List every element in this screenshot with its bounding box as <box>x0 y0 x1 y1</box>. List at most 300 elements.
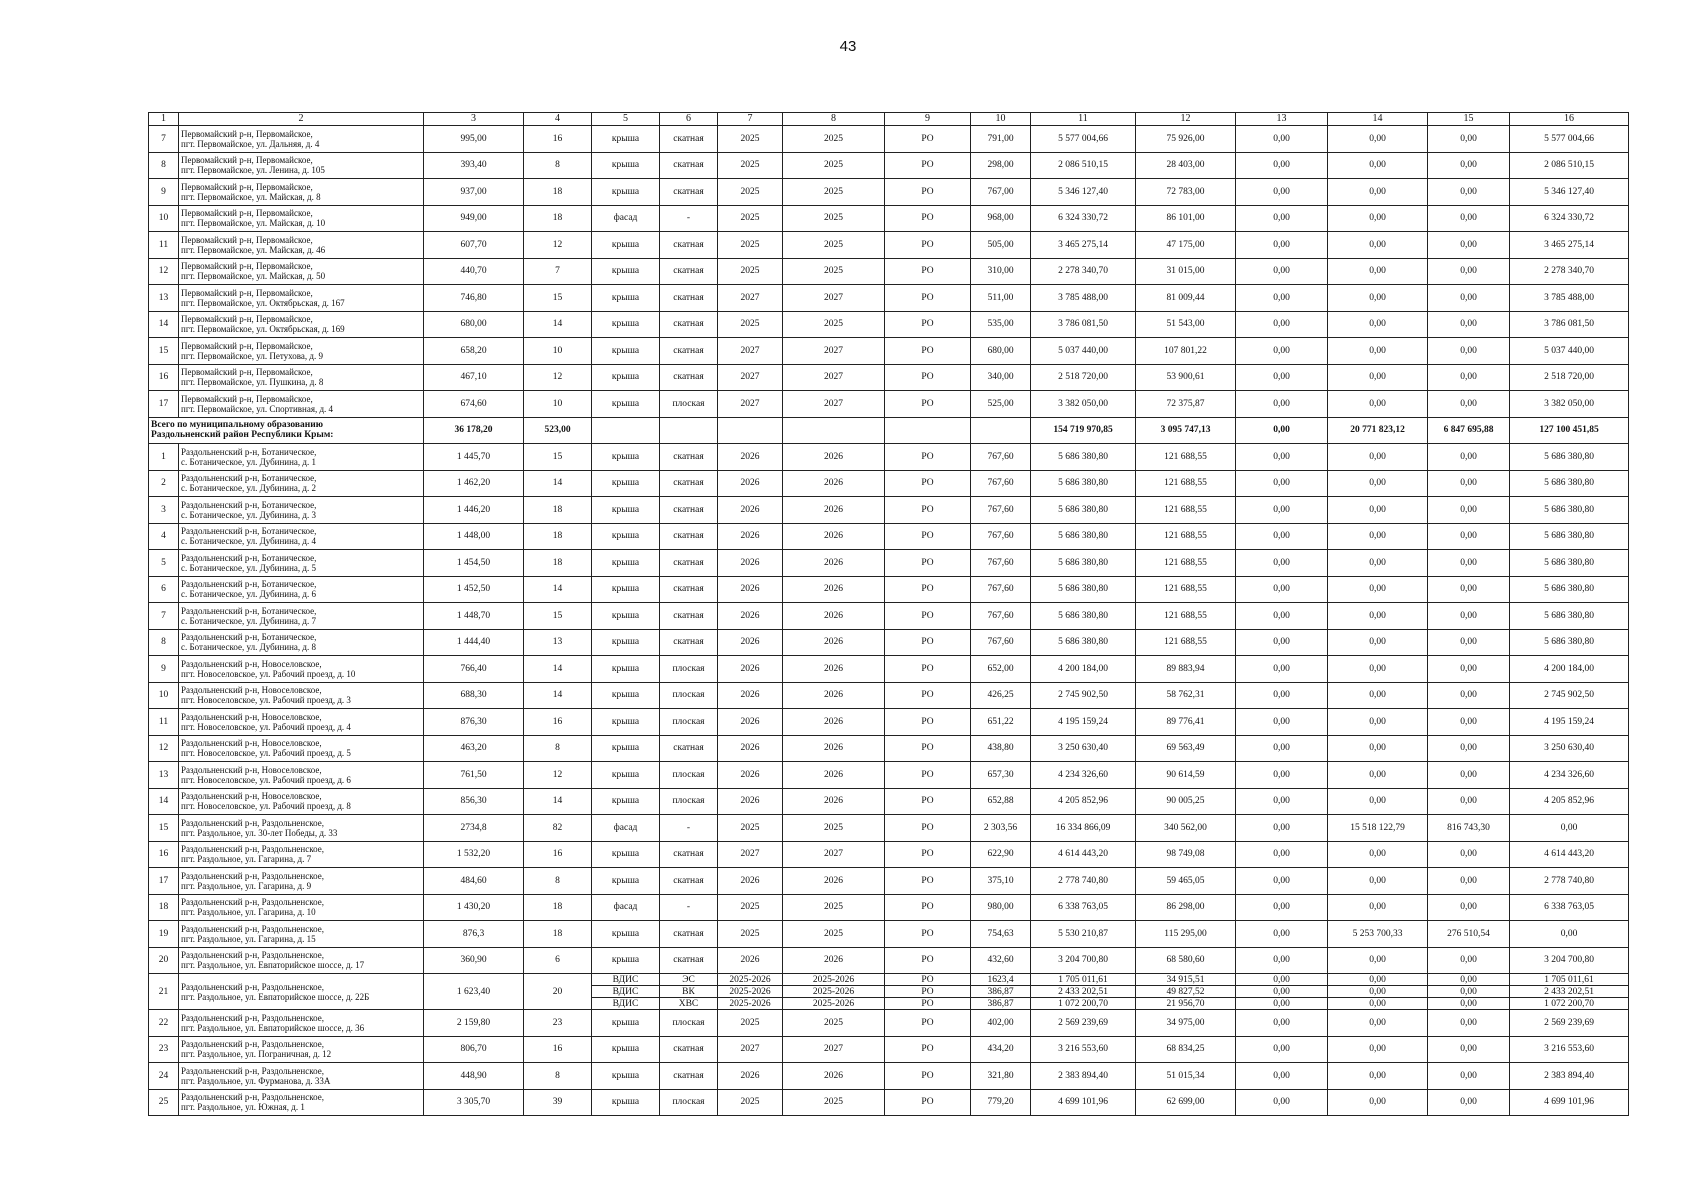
fund-local-cell: 0,00 <box>1428 523 1510 550</box>
fund-owners-cell: 3 785 488,00 <box>1510 285 1629 312</box>
residents-cell: 18 <box>524 523 592 550</box>
year-end-cell: 2026 <box>783 550 885 577</box>
fund-owners-cell: 3 786 081,50 <box>1510 311 1629 338</box>
cost-unit-cell: 121 688,55 <box>1136 629 1236 656</box>
executor-cell: РО <box>885 205 971 232</box>
table-row <box>149 1063 1629 1090</box>
address-line: с. Ботаническое, ул. Дубинина, д. 3 <box>181 509 317 520</box>
work-type-cell: крыша <box>592 258 660 285</box>
year-start-cell: 2026 <box>718 629 783 656</box>
row-number: 17 <box>149 391 179 418</box>
work-type-cell: крыша <box>592 629 660 656</box>
fund-regional-cell: 0,00 <box>1328 1089 1428 1116</box>
total-empty-cell <box>592 417 660 444</box>
column-number: 7 <box>718 113 783 126</box>
capital-repair-table <box>148 112 1629 1116</box>
residents-cell: 14 <box>524 682 592 709</box>
residents-cell: 8 <box>524 735 592 762</box>
roof-type-cell: плоская <box>660 762 718 789</box>
table-row <box>149 152 1629 179</box>
address-line: пгт. Первомайское, ул. Майская, д. 8 <box>181 191 321 202</box>
fund-regional-cell: 0,00 <box>1328 868 1428 895</box>
fund-local-cell: 0,00 <box>1428 788 1510 815</box>
executor-cell: РО <box>885 986 971 998</box>
work-type-cell: крыша <box>592 311 660 338</box>
fund-owners-cell: 0,00 <box>1510 921 1629 948</box>
area-cell: 2 159,80 <box>424 1010 524 1037</box>
residents-cell: 15 <box>524 603 592 630</box>
table-row <box>149 232 1629 259</box>
executor-cell: РО <box>885 998 971 1010</box>
executor-cell: РО <box>885 1063 971 1090</box>
roof-type-cell: скатная <box>660 523 718 550</box>
volume-cell: 402,00 <box>971 1010 1031 1037</box>
fund-owners-cell: 3 204 700,80 <box>1510 947 1629 974</box>
address-cell <box>179 894 424 921</box>
roof-type-cell: скатная <box>660 258 718 285</box>
fund-owners-cell: 5 686 380,80 <box>1510 444 1629 471</box>
row-number: 4 <box>149 523 179 550</box>
address-line: Первомайский р-н, Первомайское, <box>181 181 313 192</box>
fund-owners-cell: 2 778 740,80 <box>1510 868 1629 895</box>
work-type-cell: ВДИС <box>592 974 660 986</box>
fund-local-cell: 0,00 <box>1428 709 1510 736</box>
year-end-cell: 2025 <box>783 126 885 153</box>
fund-regional-cell: 0,00 <box>1328 1010 1428 1037</box>
total-empty-cell <box>971 417 1031 444</box>
fund-owners-cell: 2 383 894,40 <box>1510 1063 1629 1090</box>
fund-local-cell: 0,00 <box>1428 179 1510 206</box>
fund-federal-cell: 0,00 <box>1236 709 1328 736</box>
roof-type-cell: плоская <box>660 656 718 683</box>
row-number: 14 <box>149 311 179 338</box>
work-type-cell: крыша <box>592 179 660 206</box>
row-number: 18 <box>149 894 179 921</box>
year-start-cell: 2027 <box>718 841 783 868</box>
year-end-cell: 2025 <box>783 894 885 921</box>
fund-regional-cell: 0,00 <box>1328 285 1428 312</box>
fund-owners-cell: 3 250 630,40 <box>1510 735 1629 762</box>
area-cell: 674,60 <box>424 391 524 418</box>
cost-total-cell: 2 569 239,69 <box>1031 1010 1136 1037</box>
table-row <box>149 523 1629 550</box>
address-line: пгт. Раздольное, ул. 30-лет Победы, д. 33 <box>181 827 338 838</box>
roof-type-cell: - <box>660 894 718 921</box>
fund-regional-cell: 0,00 <box>1328 998 1428 1010</box>
address-line: Раздольненский р-н, Ботаническое, <box>181 446 317 457</box>
area-cell: 688,30 <box>424 682 524 709</box>
year-start-cell: 2025-2026 <box>718 974 783 986</box>
residents-cell: 14 <box>524 656 592 683</box>
fund-owners-cell: 2 569 239,69 <box>1510 1010 1629 1037</box>
roof-type-cell: скатная <box>660 497 718 524</box>
year-start-cell: 2025-2026 <box>718 998 783 1010</box>
executor-cell: РО <box>885 894 971 921</box>
fund-local-cell: 0,00 <box>1428 629 1510 656</box>
fund-regional-cell: 0,00 <box>1328 629 1428 656</box>
fund-owners-cell: 2 433 202,51 <box>1510 986 1629 998</box>
residents-cell: 16 <box>524 841 592 868</box>
work-type-cell: крыша <box>592 470 660 497</box>
address-line: пгт. Раздольное, ул. Гагарина, д. 7 <box>181 854 312 865</box>
address-cell <box>179 947 424 974</box>
year-start-cell: 2025 <box>718 1010 783 1037</box>
volume-cell: 767,60 <box>971 523 1031 550</box>
address-line: пгт. Первомайское, ул. Октябрьская, д. 169 <box>181 324 345 335</box>
residents-cell: 8 <box>524 868 592 895</box>
volume-cell: 652,88 <box>971 788 1031 815</box>
executor-cell: РО <box>885 444 971 471</box>
year-end-cell: 2027 <box>783 391 885 418</box>
address-cell <box>179 576 424 603</box>
cost-unit-cell: 51 015,34 <box>1136 1063 1236 1090</box>
year-end-cell: 2025-2026 <box>783 998 885 1010</box>
residents-cell: 18 <box>524 921 592 948</box>
roof-type-cell: плоская <box>660 391 718 418</box>
address-line: пгт. Новоселовское, ул. Рабочий проезд, д. 3 <box>181 695 351 706</box>
fund-federal-cell: 0,00 <box>1236 470 1328 497</box>
fund-federal-cell: 0,00 <box>1236 576 1328 603</box>
area-cell: 1 444,40 <box>424 629 524 656</box>
column-number: 11 <box>1031 113 1136 126</box>
fund-local-cell: 0,00 <box>1428 894 1510 921</box>
volume-cell: 426,25 <box>971 682 1031 709</box>
volume-cell: 321,80 <box>971 1063 1031 1090</box>
cost-total-cell: 4 614 443,20 <box>1031 841 1136 868</box>
work-type-cell: крыша <box>592 126 660 153</box>
residents-cell: 8 <box>524 1063 592 1090</box>
row-number: 3 <box>149 497 179 524</box>
roof-type-cell: - <box>660 205 718 232</box>
year-start-cell: 2027 <box>718 391 783 418</box>
cost-unit-cell: 62 699,00 <box>1136 1089 1236 1116</box>
total-empty-cell <box>885 417 971 444</box>
work-type-cell: крыша <box>592 656 660 683</box>
area-cell: 1 452,50 <box>424 576 524 603</box>
total-empty-cell <box>718 417 783 444</box>
cost-total-cell: 5 686 380,80 <box>1031 603 1136 630</box>
address-line: пгт. Первомайское, ул. Майская, д. 10 <box>181 218 326 229</box>
address-line: Раздольненский р-н, Новоселовское, <box>181 791 322 802</box>
fund-regional-cell: 0,00 <box>1328 364 1428 391</box>
cost-unit-cell: 90 005,25 <box>1136 788 1236 815</box>
volume-cell: 622,90 <box>971 841 1031 868</box>
fund-regional-cell: 0,00 <box>1328 841 1428 868</box>
address-line: Первомайский р-н, Первомайское, <box>181 340 313 351</box>
address-line: Раздольненский р-н, Раздольненское, <box>181 923 324 934</box>
fund-owners-cell: 1 072 200,70 <box>1510 998 1629 1010</box>
address-line: Раздольненский р-н, Ботаническое, <box>181 605 317 616</box>
area-cell: 949,00 <box>424 205 524 232</box>
row-number: 1 <box>149 444 179 471</box>
year-start-cell: 2026 <box>718 444 783 471</box>
year-end-cell: 2026 <box>783 788 885 815</box>
work-type-cell: крыша <box>592 444 660 471</box>
fund-owners-cell: 5 686 380,80 <box>1510 550 1629 577</box>
address-line: Раздольненский р-н, Новоселовское, <box>181 685 322 696</box>
table-row <box>149 921 1629 948</box>
fund-federal-cell: 0,00 <box>1236 603 1328 630</box>
work-type-cell: крыша <box>592 364 660 391</box>
column-number: 16 <box>1510 113 1629 126</box>
fund-local-cell: 0,00 <box>1428 868 1510 895</box>
work-type-cell: крыша <box>592 1036 660 1063</box>
fund-local-cell: 0,00 <box>1428 338 1510 365</box>
area-cell: 680,00 <box>424 311 524 338</box>
year-start-cell: 2025 <box>718 179 783 206</box>
table-row <box>149 285 1629 312</box>
cost-total-cell: 6 324 330,72 <box>1031 205 1136 232</box>
cost-total-cell: 4 234 326,60 <box>1031 762 1136 789</box>
address-cell <box>179 1036 424 1063</box>
table-row <box>149 815 1629 842</box>
fund-federal-cell: 0,00 <box>1236 682 1328 709</box>
area-cell: 1 448,00 <box>424 523 524 550</box>
residents-cell: 12 <box>524 762 592 789</box>
address-cell <box>179 841 424 868</box>
address-line: пгт. Первомайское, ул. Спортивная, д. 4 <box>181 403 334 414</box>
row-number: 13 <box>149 285 179 312</box>
roof-type-cell: скатная <box>660 735 718 762</box>
year-end-cell: 2025 <box>783 1089 885 1116</box>
address-cell <box>179 152 424 179</box>
address-line: пгт. Новоселовское, ул. Рабочий проезд, д. 4 <box>181 721 351 732</box>
fund-regional-cell: 0,00 <box>1328 788 1428 815</box>
residents-cell: 82 <box>524 815 592 842</box>
column-number: 1 <box>149 113 179 126</box>
residents-cell: 12 <box>524 232 592 259</box>
residents-cell: 23 <box>524 1010 592 1037</box>
executor-cell: РО <box>885 179 971 206</box>
volume-cell: 767,60 <box>971 444 1031 471</box>
fund-local-cell: 0,00 <box>1428 656 1510 683</box>
year-end-cell: 2025 <box>783 311 885 338</box>
volume-cell: 767,00 <box>971 179 1031 206</box>
fund-federal-cell: 0,00 <box>1236 338 1328 365</box>
cost-total-cell: 2 086 510,15 <box>1031 152 1136 179</box>
address-line: Первомайский р-н, Первомайское, <box>181 393 313 404</box>
row-number: 5 <box>149 550 179 577</box>
address-line: пгт. Раздольное, ул. Евпаторийское шоссе, д. 36 <box>181 1022 365 1033</box>
residents-cell: 14 <box>524 311 592 338</box>
row-number: 7 <box>149 603 179 630</box>
address-line: пгт. Раздольное, ул. Пограничная, д. 12 <box>181 1049 332 1060</box>
work-type-cell: крыша <box>592 523 660 550</box>
row-number: 16 <box>149 841 179 868</box>
fund-regional-cell: 0,00 <box>1328 232 1428 259</box>
total-fund-owners: 127 100 451,85 <box>1510 417 1629 444</box>
work-type-cell: крыша <box>592 1063 660 1090</box>
address-cell <box>179 682 424 709</box>
fund-federal-cell: 0,00 <box>1236 868 1328 895</box>
roof-type-cell: скатная <box>660 921 718 948</box>
year-end-cell: 2026 <box>783 1063 885 1090</box>
column-number: 12 <box>1136 113 1236 126</box>
address-cell <box>179 1089 424 1116</box>
executor-cell: РО <box>885 338 971 365</box>
cost-total-cell: 5 686 380,80 <box>1031 523 1136 550</box>
fund-regional-cell: 0,00 <box>1328 391 1428 418</box>
address-line: Раздольненский р-н, Новоселовское, <box>181 738 322 749</box>
residents-cell: 15 <box>524 285 592 312</box>
year-start-cell: 2025 <box>718 311 783 338</box>
fund-federal-cell: 0,00 <box>1236 391 1328 418</box>
year-end-cell: 2026 <box>783 868 885 895</box>
address-line: с. Ботаническое, ул. Дубинина, д. 1 <box>181 456 317 467</box>
fund-owners-cell: 5 686 380,80 <box>1510 523 1629 550</box>
fund-federal-cell: 0,00 <box>1236 735 1328 762</box>
area-cell: 1 623,40 <box>424 974 524 1010</box>
fund-federal-cell: 0,00 <box>1236 815 1328 842</box>
cost-unit-cell: 107 801,22 <box>1136 338 1236 365</box>
row-number: 12 <box>149 258 179 285</box>
cost-unit-cell: 89 883,94 <box>1136 656 1236 683</box>
fund-local-cell: 0,00 <box>1428 444 1510 471</box>
volume-cell: 779,20 <box>971 1089 1031 1116</box>
row-number: 11 <box>149 232 179 259</box>
roof-type-cell: скатная <box>660 364 718 391</box>
table-row <box>149 788 1629 815</box>
executor-cell: РО <box>885 974 971 986</box>
fund-owners-cell: 6 338 763,05 <box>1510 894 1629 921</box>
address-line: пгт. Первомайское, ул. Ленина, д. 105 <box>181 165 325 176</box>
row-number: 15 <box>149 338 179 365</box>
year-end-cell: 2026 <box>783 709 885 736</box>
address-line: с. Ботаническое, ул. Дубинина, д. 7 <box>181 615 317 626</box>
year-start-cell: 2026 <box>718 762 783 789</box>
residents-cell: 18 <box>524 179 592 206</box>
table-row <box>149 205 1629 232</box>
fund-local-cell: 0,00 <box>1428 391 1510 418</box>
address-line: Первомайский р-н, Первомайское, <box>181 155 313 166</box>
cost-unit-cell: 69 563,49 <box>1136 735 1236 762</box>
cost-unit-cell: 121 688,55 <box>1136 523 1236 550</box>
cost-unit-cell: 98 749,08 <box>1136 841 1236 868</box>
volume-cell: 386,87 <box>971 998 1031 1010</box>
cost-total-cell: 3 204 700,80 <box>1031 947 1136 974</box>
address-cell <box>179 179 424 206</box>
work-type-cell: фасад <box>592 894 660 921</box>
address-line: Первомайский р-н, Первомайское, <box>181 314 313 325</box>
residents-cell: 10 <box>524 338 592 365</box>
table-row <box>149 576 1629 603</box>
cost-total-cell: 5 686 380,80 <box>1031 497 1136 524</box>
year-start-cell: 2026 <box>718 682 783 709</box>
area-cell: 484,60 <box>424 868 524 895</box>
address-line: Раздольненский р-н, Раздольненское, <box>181 981 324 992</box>
fund-owners-cell: 4 205 852,96 <box>1510 788 1629 815</box>
fund-federal-cell: 0,00 <box>1236 788 1328 815</box>
year-start-cell: 2025-2026 <box>718 986 783 998</box>
year-start-cell: 2026 <box>718 735 783 762</box>
table-row <box>149 364 1629 391</box>
area-cell: 746,80 <box>424 285 524 312</box>
volume-cell: 767,60 <box>971 497 1031 524</box>
address-cell <box>179 444 424 471</box>
volume-cell: 511,00 <box>971 285 1031 312</box>
fund-owners-cell: 0,00 <box>1510 815 1629 842</box>
address-line: Раздольненский р-н, Раздольненское, <box>181 1092 324 1103</box>
residents-cell: 16 <box>524 1036 592 1063</box>
fund-federal-cell: 0,00 <box>1236 258 1328 285</box>
residents-cell: 15 <box>524 444 592 471</box>
year-end-cell: 2026 <box>783 603 885 630</box>
fund-local-cell: 0,00 <box>1428 205 1510 232</box>
roof-type-cell: скатная <box>660 603 718 630</box>
area-cell: 876,30 <box>424 709 524 736</box>
address-line: Первомайский р-н, Первомайское, <box>181 208 313 219</box>
fund-owners-cell: 5 346 127,40 <box>1510 179 1629 206</box>
year-end-cell: 2025 <box>783 205 885 232</box>
total-empty-cell <box>660 417 718 444</box>
cost-total-cell: 3 465 275,14 <box>1031 232 1136 259</box>
cost-unit-cell: 121 688,55 <box>1136 550 1236 577</box>
residents-cell: 8 <box>524 152 592 179</box>
executor-cell: РО <box>885 815 971 842</box>
fund-local-cell: 0,00 <box>1428 1036 1510 1063</box>
fund-federal-cell: 0,00 <box>1236 1063 1328 1090</box>
row-number: 25 <box>149 1089 179 1116</box>
work-type-cell: крыша <box>592 788 660 815</box>
address-line: с. Ботаническое, ул. Дубинина, д. 2 <box>181 483 317 494</box>
fund-federal-cell: 0,00 <box>1236 311 1328 338</box>
cost-unit-cell: 51 543,00 <box>1136 311 1236 338</box>
executor-cell: РО <box>885 391 971 418</box>
executor-cell: РО <box>885 152 971 179</box>
area-cell: 3 305,70 <box>424 1089 524 1116</box>
address-cell <box>179 232 424 259</box>
roof-type-cell: скатная <box>660 1063 718 1090</box>
fund-owners-cell: 6 324 330,72 <box>1510 205 1629 232</box>
fund-local-cell: 0,00 <box>1428 974 1510 986</box>
year-start-cell: 2026 <box>718 788 783 815</box>
fund-federal-cell: 0,00 <box>1236 762 1328 789</box>
roof-type-cell: скатная <box>660 232 718 259</box>
area-cell: 1 532,20 <box>424 841 524 868</box>
column-number: 9 <box>885 113 971 126</box>
fund-owners-cell: 3 465 275,14 <box>1510 232 1629 259</box>
executor-cell: РО <box>885 232 971 259</box>
year-end-cell: 2027 <box>783 364 885 391</box>
fund-local-cell: 0,00 <box>1428 1063 1510 1090</box>
executor-cell: РО <box>885 1036 971 1063</box>
address-cell <box>179 974 424 1010</box>
year-end-cell: 2026 <box>783 629 885 656</box>
address-line: пгт. Первомайское, ул. Дальняя, д. 4 <box>181 138 320 149</box>
address-line: с. Ботаническое, ул. Дубинина, д. 6 <box>181 589 317 600</box>
fund-regional-cell: 0,00 <box>1328 974 1428 986</box>
cost-unit-cell: 58 762,31 <box>1136 682 1236 709</box>
year-start-cell: 2027 <box>718 285 783 312</box>
cost-total-cell: 4 195 159,24 <box>1031 709 1136 736</box>
address-line: пгт. Раздольное, ул. Евпаторийское шоссе, д. 22Б <box>181 991 370 1002</box>
row-number: 17 <box>149 868 179 895</box>
cost-unit-cell: 121 688,55 <box>1136 470 1236 497</box>
year-start-cell: 2025 <box>718 152 783 179</box>
executor-cell: РО <box>885 682 971 709</box>
area-cell: 360,90 <box>424 947 524 974</box>
cost-unit-cell: 81 009,44 <box>1136 285 1236 312</box>
fund-regional-cell: 0,00 <box>1328 735 1428 762</box>
area-cell: 1 446,20 <box>424 497 524 524</box>
cost-unit-cell: 49 827,52 <box>1136 986 1236 998</box>
fund-regional-cell: 0,00 <box>1328 986 1428 998</box>
residents-cell: 39 <box>524 1089 592 1116</box>
fund-local-cell: 0,00 <box>1428 258 1510 285</box>
area-cell: 806,70 <box>424 1036 524 1063</box>
row-number: 10 <box>149 682 179 709</box>
volume-cell: 386,87 <box>971 986 1031 998</box>
